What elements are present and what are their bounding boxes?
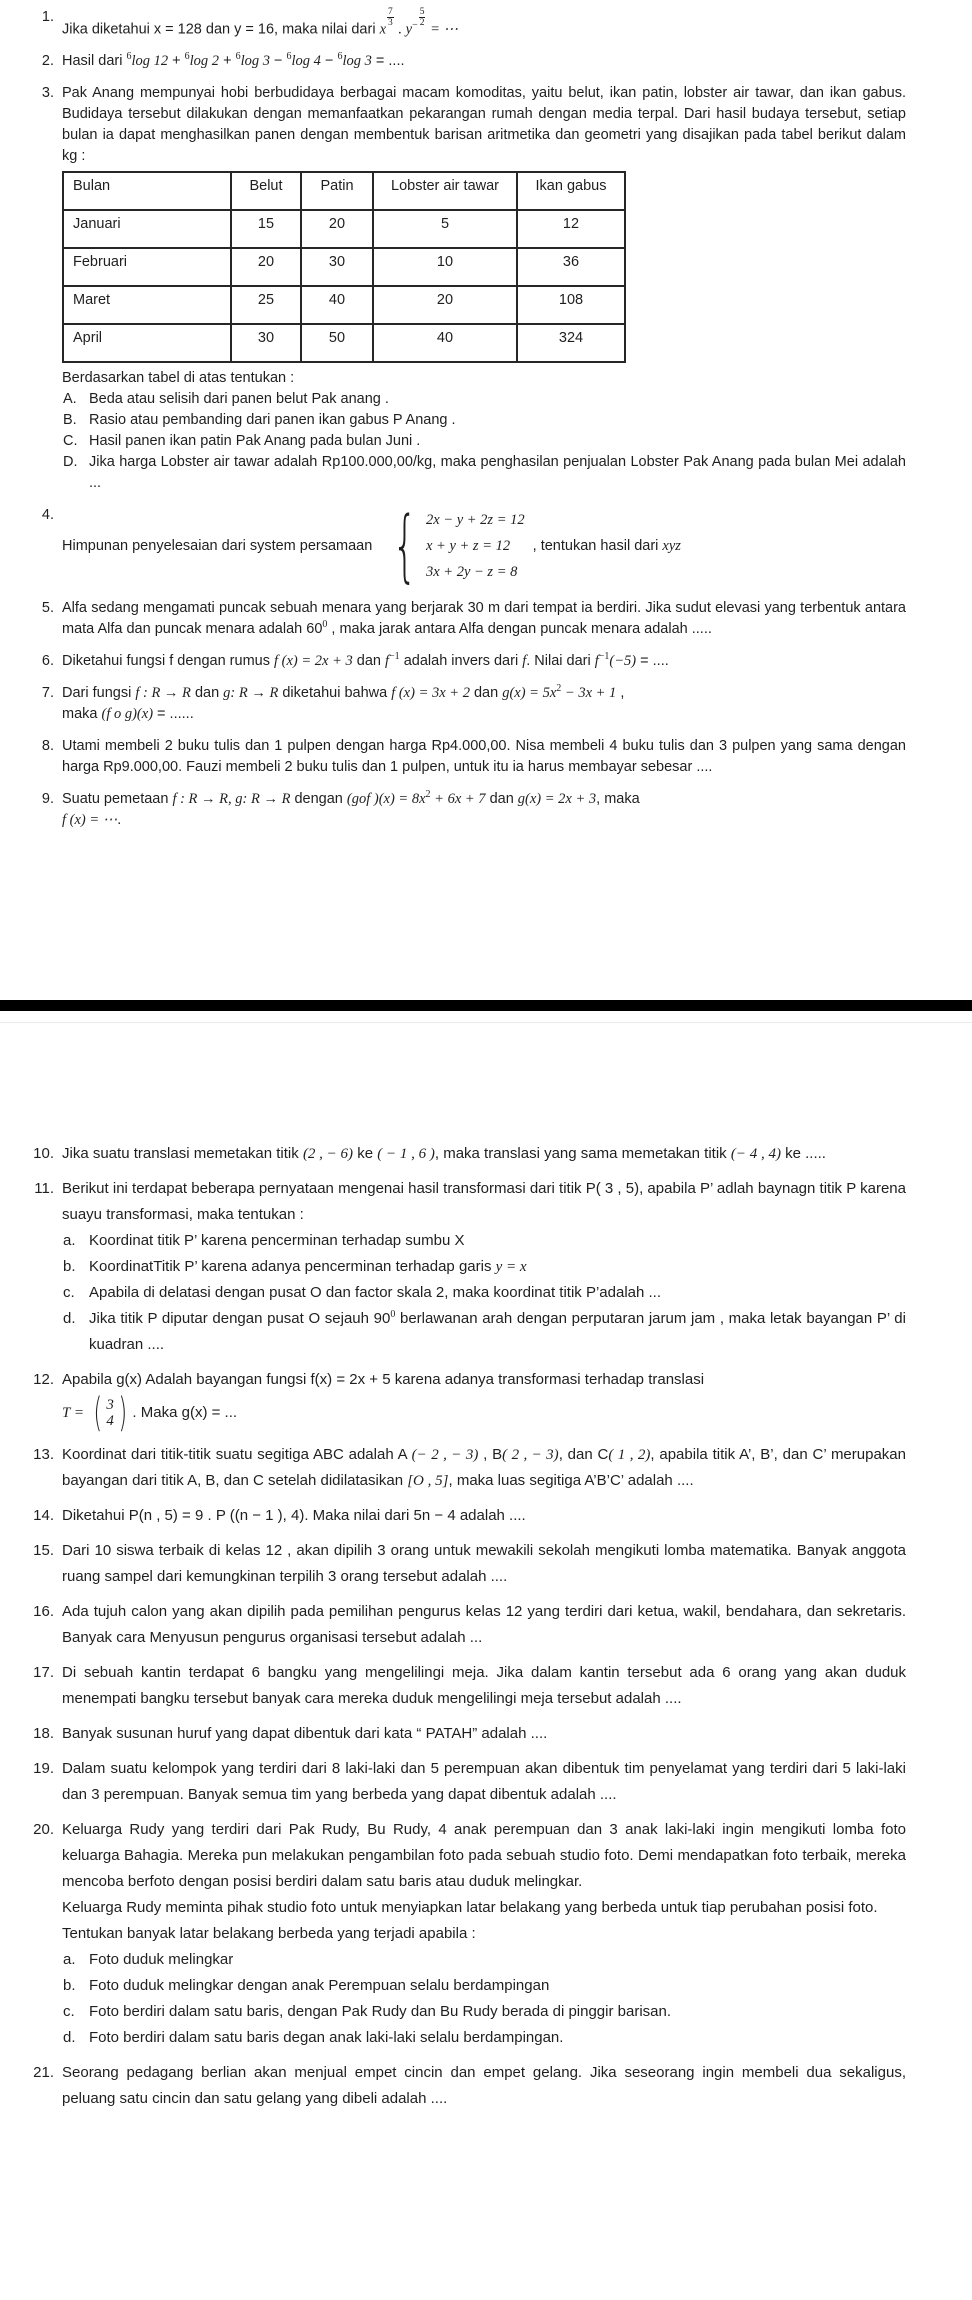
text-run: Dari 10 siswa terbaik di kelas 12 , akan dipilih 3 orang untuk mewakili sekolah mengikuti lomba matematika. Banyak anggota ruang sampel dari kemungkinan terpilih 3 orang tersebut adalah .... (62, 1542, 906, 1585)
option-label: c. (63, 1284, 75, 1301)
text-run: Diketahui fungsi f dengan rumus (62, 653, 274, 670)
fraction-denominator: 3 (388, 18, 393, 29)
text-run: Seorang pedagang berlian akan menjual empet cincin dan empet gelang. Jika seseorang ingin membeli dua sekaligus, peluang satu cincin dan satu gelang yang dibeli adalah .... (62, 2064, 906, 2107)
superscript-run: −1 (389, 651, 400, 663)
question-body (62, 2060, 906, 2112)
question-body (62, 1141, 906, 1167)
text-run: . Nilai dari (526, 653, 595, 670)
text-run: Jika diketahui x = 128 dan y = 16, maka nilai dari (62, 21, 380, 38)
option-item (62, 410, 906, 431)
option-label: D. (63, 454, 78, 471)
question-number: 14. (33, 1507, 54, 1524)
table-cell: 40 (301, 286, 373, 324)
question-paragraph (62, 598, 906, 640)
table-row (63, 286, 625, 324)
table-header-row (63, 172, 625, 210)
text-run: dan (469, 685, 503, 702)
option-text (89, 433, 420, 449)
question-paragraph (62, 651, 906, 672)
table-cell: 50 (301, 324, 373, 362)
option-text (89, 1310, 906, 1353)
question-body (62, 51, 906, 72)
math-run: − 3x + 1 (561, 685, 617, 702)
math-run: log 12 (131, 53, 169, 70)
text-run: + (168, 53, 185, 70)
question-body (62, 1721, 906, 1747)
question-body (62, 683, 906, 725)
math-run: f : R → R (135, 685, 191, 702)
math-run: = ⋯ (426, 21, 459, 38)
question-body (62, 1442, 906, 1494)
option-label: C. (63, 433, 78, 450)
question-number: 11. (34, 1180, 54, 1197)
question-paragraph (62, 1141, 906, 1167)
question-item (0, 51, 972, 72)
question-paragraph (62, 1660, 906, 1712)
math-run: log 3 (342, 53, 372, 70)
text-run: Pak Anang mempunyai hobi berbudidaya berbagai macam komoditas, yaitu belut, ikan patin, lobster air tawar, dan ikan gabus. Budidaya tersebut dilakukan dengan memanfaatkan pekarangan rumah dengan media terpal. Dari hasil budaya tersebut, setiap bulan ia dapat menghasilkan panen dengan membentuk barisan aritmetika dan geometri yang disajikan pada tabel berikut dalam kg : (62, 85, 906, 165)
text-run: Banyak susunan huruf yang dapat dibentuk dari kata “ PATAH” adalah .... (62, 1725, 548, 1742)
text-run: , (616, 685, 625, 702)
question-body (62, 1503, 906, 1529)
table-cell: Maret (63, 286, 231, 324)
question-number: 16. (33, 1603, 54, 1620)
question-item (0, 598, 972, 640)
question-number: 9. (41, 791, 54, 808)
superscript-run: − (412, 19, 418, 31)
question-paragraph (62, 83, 906, 167)
text-run: Foto berdiri dalam satu baris, dengan Pak Rudy dan Bu Rudy berada di pinggir barisan. (89, 2003, 672, 2020)
question-number: 4. (41, 507, 54, 524)
superscript-run: 6 (184, 51, 190, 63)
equation-line: 2x − y + 2z = 12 (425, 512, 525, 529)
question-item (0, 651, 972, 672)
text-run: = .... (371, 53, 405, 70)
text-run: + (219, 53, 236, 70)
question-item (0, 683, 972, 725)
math-run: f (594, 653, 599, 670)
text-run: dan (190, 685, 224, 702)
text-run: Berikut ini terdapat beberapa pernyataan mengenai hasil transformasi dari titik P( 3 , 5), apabila P’ adlah baynagn titik P karena suayu transformasi, maka tentukan : (62, 1180, 906, 1223)
option-label: d. (63, 2029, 76, 2046)
option-label: A. (63, 391, 77, 408)
question-item (0, 1367, 972, 1436)
text-run: Suatu pemetaan (62, 791, 173, 808)
math-run: g(x) = 2x + 3 (517, 791, 597, 808)
question-body (62, 1176, 906, 1358)
text-run: = ...... (153, 706, 194, 723)
table-cell: Februari (63, 248, 231, 286)
text-run: Jika suatu translasi memetakan titik (62, 1145, 303, 1162)
text-run: Jika harga Lobster air tawar adalah Rp100.000,00/kg, maka penghasilan penjualan Lobster Pak Anang pada bulan Mei adalah ... (89, 454, 906, 492)
question-item (0, 501, 972, 592)
option-label: b. (63, 1977, 76, 1994)
table-header-cell: Ikan gabus (517, 172, 625, 210)
math-run: ( − 1 , 6 ) (377, 1146, 435, 1162)
question-paragraph (62, 1895, 906, 1921)
table-row (63, 248, 625, 286)
question-item (0, 83, 972, 494)
superscript-run: −1 (598, 651, 610, 663)
question-body (62, 1538, 906, 1590)
math-run: g(x) = 5x (502, 685, 557, 702)
text-run: , B (478, 1446, 503, 1463)
question-number: 15. (33, 1542, 54, 1559)
text-run: maka (62, 706, 102, 723)
text-run: Apabila g(x) Adalah bayangan fungsi f(x) = 2x + 5 karena adanya transformasi terhadap translasi (62, 1371, 705, 1388)
options-list (62, 389, 906, 494)
question-item (0, 1660, 972, 1712)
text-run: Alfa sedang mengamati puncak sebuah menara yang berjarak 30 m dari tempat ia berdiri. Jika sudut elevasi yang terbentuk antara mata Alfa dan puncak menara adalah 60 (62, 600, 906, 638)
option-item (62, 1228, 906, 1254)
table-cell: 30 (301, 248, 373, 286)
question-paragraph (62, 1367, 906, 1436)
table-cell: 36 (517, 248, 625, 286)
question-number: 17. (33, 1664, 54, 1681)
option-item (62, 1254, 906, 1280)
superscript-run: 6 (235, 51, 241, 63)
text-run: adalah invers dari (399, 653, 523, 670)
math-run: f (x) = 2x + 3 (274, 653, 353, 670)
text-run: , apabila titik A’, B’, dan C’ merupakan bayangan dari titik A, B, dan C setelah didilatasikan (62, 1446, 906, 1489)
vector-entries (105, 1397, 115, 1429)
math-run: ( 2 , − 3) (502, 1447, 559, 1463)
text-run: . Maka g(x) = ... (132, 1403, 238, 1421)
text-run: Dari fungsi (62, 685, 136, 702)
question-number: 20. (33, 1821, 54, 1838)
question-paragraph (62, 1599, 906, 1651)
question-paragraph (62, 1503, 906, 1529)
option-item (62, 1999, 906, 2025)
close-paren-glyph: ) (118, 1390, 127, 1436)
table-cell: 25 (231, 286, 301, 324)
table-cell: April (63, 324, 231, 362)
question-number: 13. (33, 1446, 54, 1463)
superscript-run: 0 (390, 1309, 396, 1320)
math-run: f (x) = ⋯ (62, 812, 118, 829)
equation-lines (426, 507, 525, 585)
math-run: f (385, 653, 390, 670)
math-run: (− 2 , − 3) (411, 1447, 479, 1463)
math-run: f : R → R, g: R → R (172, 791, 291, 808)
text-run: ke ..... (780, 1145, 826, 1162)
math-run: log 4 (291, 53, 321, 70)
option-text (89, 1951, 233, 1968)
option-text (89, 1232, 465, 1249)
question-number: 1. (41, 9, 54, 25)
option-item (62, 389, 906, 410)
question-item (0, 1599, 972, 1651)
question-paragraph (62, 1176, 906, 1228)
math-run: (f o g)(x) (101, 706, 154, 723)
option-item (62, 431, 906, 452)
question-item (0, 789, 972, 831)
table-row (63, 210, 625, 248)
question-item (0, 7, 972, 40)
text-run: Foto duduk melingkar dengan anak Perempuan selalu berdampingan (89, 1977, 550, 1994)
question-paragraph (62, 1442, 906, 1494)
exponent-fraction (387, 7, 394, 29)
math-run: log 3 (240, 53, 270, 70)
fraction-numerator: 5 (419, 7, 425, 17)
table-cell: 15 (231, 210, 301, 248)
open-paren-glyph: ( (93, 1390, 102, 1436)
text-run: Di sebuah kantin terdapat 6 bangku yang mengelilingi meja. Jika dalam kantin tersebut ada 6 orang yang akan duduk menempati bangku tersebut banyak cara mereka duduk mengelilingi meja tersebut adalah .... (62, 1664, 906, 1707)
question-number: 12. (33, 1371, 54, 1388)
questions-section-page1 (0, 7, 972, 842)
question-paragraph (62, 501, 906, 592)
question-body (62, 1599, 906, 1651)
option-text (89, 1284, 661, 1301)
math-run: f (522, 653, 527, 670)
question-paragraph (62, 683, 906, 725)
question-paragraph (62, 1817, 906, 1895)
question-body (62, 651, 906, 672)
option-text (89, 1258, 527, 1275)
option-item (62, 2025, 906, 2051)
superscript-run: 2 (556, 683, 562, 695)
question-number: 8. (41, 738, 54, 755)
table-header-cell: Bulan (63, 172, 231, 210)
math-run: f (x) = 3x + 2 (391, 685, 470, 702)
table-cell: Januari (63, 210, 231, 248)
math-run: ( 1 , 2) (608, 1447, 651, 1463)
option-label: d. (63, 1310, 76, 1327)
question-paragraph (62, 789, 906, 831)
text-run: Jika titik P diputar dengan pusat O sejauh 90 (89, 1310, 391, 1327)
harvest-table (62, 171, 626, 363)
question-item (0, 1756, 972, 1808)
question-item (0, 1176, 972, 1358)
vector-entry: 3 (106, 1397, 114, 1413)
table-cell: 10 (373, 248, 517, 286)
table-cell: 5 (373, 210, 517, 248)
text-run: ke (353, 1145, 378, 1162)
text-run: Koordinat titik P’ karena pencerminan terhadap sumbu X (89, 1232, 465, 1249)
question-item (0, 1817, 972, 2051)
question-paragraph (62, 7, 906, 40)
option-text (89, 412, 456, 428)
text-run: Foto berdiri dalam satu baris degan anak laki-laki selalu berdampingan. (89, 2029, 564, 2046)
text-run: Hasil dari (62, 53, 127, 70)
math-run: T = (62, 1404, 88, 1421)
equation-line: 3x + 2y − z = 8 (425, 564, 518, 581)
superscript-run: 2 (425, 789, 431, 801)
question-body (62, 501, 906, 592)
text-run: Foto duduk melingkar (89, 1951, 234, 1968)
table-row (63, 324, 625, 362)
table-header-cell: Lobster air tawar (373, 172, 517, 210)
question-body (62, 736, 906, 778)
text-run: berlawanan arah dengan perputaran jarum jam , maka letak bayangan P’ di kuadran .... (89, 1310, 906, 1353)
text-run: = .... (636, 653, 669, 670)
table-cell: 20 (301, 210, 373, 248)
text-run: Himpunan penyelesaian dari system persamaan (62, 538, 377, 555)
table-header-cell: Belut (231, 172, 301, 210)
text-run: Ada tujuh calon yang akan dipilih pada pemilihan pengurus kelas 12 yang terdiri dari ketua, wakil, bendahara, dan sekretaris. Banyak cara Menyusun pengurus organisasi tersebut adalah ... (62, 1603, 906, 1646)
text-run: , maka (596, 791, 640, 808)
text-run: dan (352, 653, 386, 670)
question-body (62, 83, 906, 494)
math-run: (2 , − 6) (302, 1146, 354, 1162)
text-run: Apabila di delatasi dengan pusat O dan factor skala 2, maka koordinat titik P’adalah ... (89, 1284, 662, 1301)
option-label: c. (63, 2003, 75, 2020)
text-run: , tentukan hasil dari (528, 538, 663, 555)
text-run: − (320, 53, 338, 70)
page-break-bar (0, 1000, 972, 1011)
option-text (89, 454, 906, 491)
question-paragraph (62, 736, 906, 778)
text-run: Dalam suatu kelompok yang terdiri dari 8 laki-laki dan 5 perempuan akan dibentuk tim penyelamat yang terdiri dari 5 laki-laki dan 3 perempuan. Banyak semua tim yang berbeda yang dapat dibentuk adalah .... (62, 1760, 906, 1803)
text-run: diketahui bahwa (278, 685, 392, 702)
text-run: Diketahui P(n , 5) = 9 . P ((n − 1 ), 4). Maka nilai dari 5n − 4 adalah .... (62, 1507, 526, 1524)
text-run: , maka jarak antara Alfa dengan puncak menara adalah ..... (327, 621, 712, 638)
math-run: (− 4 , 4) (730, 1146, 781, 1162)
question-item (0, 736, 972, 778)
table-cell: 324 (517, 324, 625, 362)
question-item (0, 1442, 972, 1494)
text-run: , maka luas segitiga A’B’C’ adalah .... (448, 1472, 694, 1489)
math-run: (gof )(x) = 8x (346, 791, 426, 808)
options-list (62, 1228, 906, 1358)
fraction-denominator: 2 (419, 18, 425, 29)
page-edge-shadow (0, 1022, 972, 1023)
question-body (62, 1367, 906, 1436)
question-paragraph (62, 51, 906, 72)
question-number: 19. (33, 1760, 54, 1777)
question-number: 21. (33, 2064, 54, 2081)
table-cell: 20 (231, 248, 301, 286)
equation-line: x + y + z = 12 (425, 538, 511, 555)
exponent-fraction (419, 7, 426, 29)
question-body (62, 598, 906, 640)
text-run: , dan C (558, 1446, 609, 1463)
option-label: B. (63, 412, 77, 429)
math-run: xyz (662, 538, 681, 555)
question-number: 5. (41, 600, 54, 617)
text-run: . (117, 812, 122, 829)
option-item (62, 1947, 906, 1973)
question-item (0, 1538, 972, 1590)
question-number: 6. (41, 653, 54, 670)
math-run: + 6x + 7 (430, 791, 486, 808)
text-run: Keluarga Rudy yang terdiri dari Pak Rudy, Bu Rudy, 4 anak perempuan dan 3 anak laki-laki ingin mengikuti lomba foto keluarga Bahagia. Mereka pun melakukan pengambilan foto pada sebuah studio foto. Demi mendapatkan foto terbaik, mereka mencoba berfoto dengan posisi berdiri dalam satu baris atau duduk melingkar. (62, 1821, 906, 1890)
question-paragraph (62, 1756, 906, 1808)
question-item (0, 1503, 972, 1529)
question-paragraph (62, 1538, 906, 1590)
curly-brace-glyph: { (392, 501, 418, 592)
question-paragraph (62, 2060, 906, 2112)
text-run: Utami membeli 2 buku tulis dan 1 pulpen dengan harga Rp4.000,00. Nisa membeli 4 buku tulis dan 3 pulpen yang sama dengan harga Rp9.000,00. Fauzi membeli 2 buku tulis dan 1 pulpen, untuk itu ia harus membayar sebesar .... (62, 738, 906, 776)
text-run: Beda atau selisih dari panen belut Pak anang . (89, 391, 389, 408)
questions-section-page2 (0, 1141, 972, 2121)
question-body (62, 789, 906, 831)
equation-system (380, 501, 525, 592)
question-item (0, 1141, 972, 1167)
option-item (62, 1280, 906, 1306)
option-item (62, 452, 906, 494)
table-cell: 12 (517, 210, 625, 248)
math-run: g: R → R (223, 685, 279, 702)
option-text (89, 2003, 671, 2020)
math-run: log 2 (189, 53, 220, 70)
vector-entry: 4 (106, 1413, 114, 1429)
question-body (62, 7, 906, 40)
text-run: − (270, 53, 287, 70)
math-run: . y (394, 21, 413, 38)
question-number: 7. (41, 685, 54, 702)
question-body (62, 1660, 906, 1712)
translation-column-vector (90, 1390, 131, 1436)
text-run: KoordinatTitik P’ karena adanya pencerminan terhadap garis (89, 1258, 496, 1275)
superscript-run: 0 (322, 619, 328, 631)
math-run: y = x (495, 1259, 527, 1275)
option-text (89, 2029, 563, 2046)
math-run: x (379, 21, 387, 38)
math-run: [O , 5] (407, 1473, 449, 1489)
option-label: a. (63, 1951, 76, 1968)
text-run: Rasio atau pembanding dari panen ikan gabus P Anang . (89, 412, 456, 429)
fraction-numerator: 7 (388, 7, 393, 17)
option-item (62, 1306, 906, 1358)
question-paragraph (62, 1721, 906, 1747)
option-label: a. (63, 1232, 76, 1249)
question-item (0, 1721, 972, 1747)
question-body (62, 1817, 906, 2051)
text-run: Keluarga Rudy meminta pihak studio foto untuk menyiapkan latar belakang yang berbeda untuk tiap perubahan posisi foto. (62, 1899, 878, 1916)
text-run: dan (485, 791, 518, 808)
text-run: , maka translasi yang sama memetakan titik (434, 1145, 731, 1162)
question-paragraph (62, 368, 906, 389)
question-item (0, 2060, 972, 2112)
superscript-run: 6 (286, 51, 292, 63)
text-run: Berdasarkan tabel di atas tentukan : (62, 370, 295, 387)
option-text (89, 391, 389, 407)
question-body (62, 1756, 906, 1808)
question-number: 3. (41, 85, 54, 102)
question-number: 2. (41, 53, 54, 70)
text-run: Koordinat dari titik-titik suatu segitiga ABC adalah A (62, 1446, 412, 1463)
options-list (62, 1947, 906, 2051)
superscript-run: 6 (337, 51, 343, 63)
text-run: Hasil panen ikan patin Pak Anang pada bulan Juni . (89, 433, 421, 450)
table-cell: 30 (231, 324, 301, 362)
table-cell: 20 (373, 286, 517, 324)
question-number: 18. (33, 1725, 54, 1742)
option-label: b. (63, 1258, 76, 1275)
table-cell: 40 (373, 324, 517, 362)
question-paragraph (62, 1921, 906, 1947)
superscript-run: 6 (126, 51, 132, 63)
text-run: dengan (290, 791, 347, 808)
table-cell: 108 (517, 286, 625, 324)
math-run: (−5) (609, 653, 637, 670)
option-item (62, 1973, 906, 1999)
question-number: 10. (33, 1145, 54, 1162)
text-run: Tentukan banyak latar belakang berbeda yang terjadi apabila : (62, 1925, 476, 1942)
table-header-cell: Patin (301, 172, 373, 210)
option-text (89, 1977, 549, 1994)
